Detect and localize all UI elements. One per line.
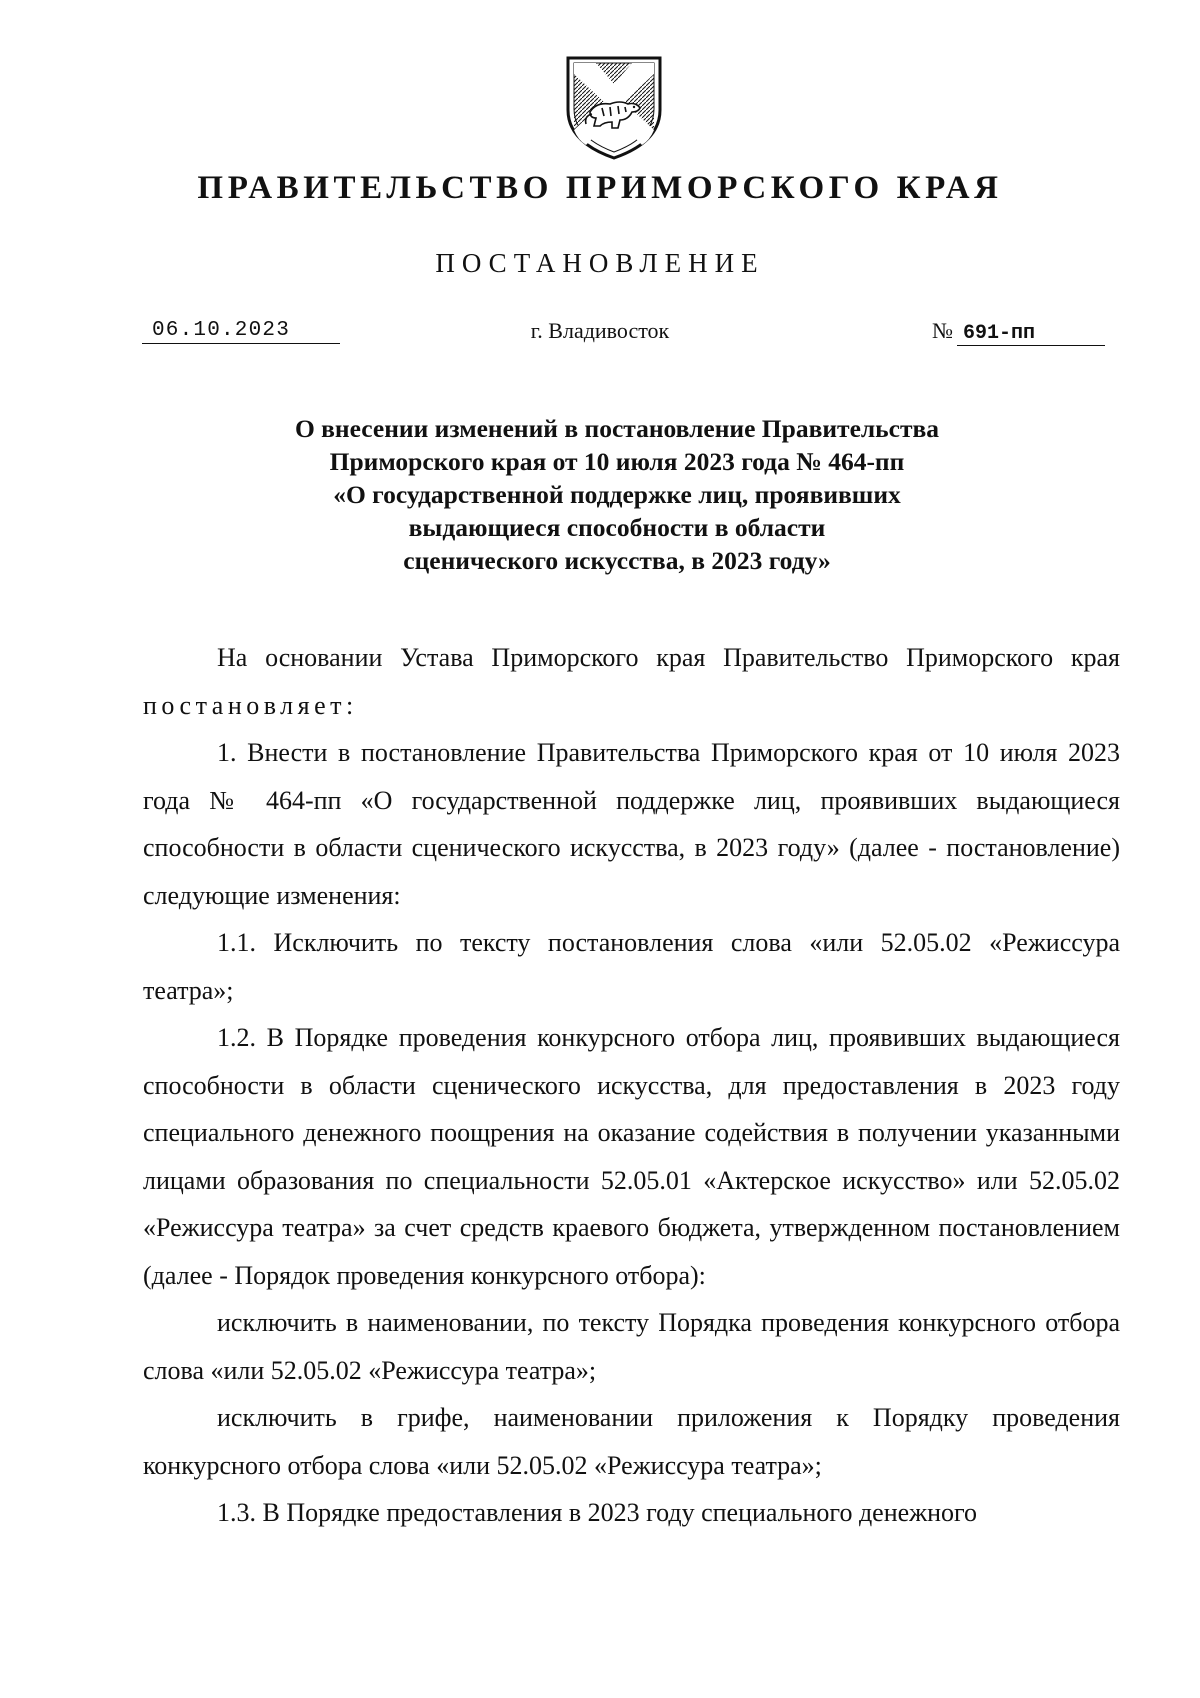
heading-line: О внесении изменений в постановление Правительства	[294, 414, 940, 443]
government-title: ПРАВИТЕЛЬСТВО ПРИМОРСКОГО КРАЯ	[197, 170, 1003, 206]
preamble-paragraph	[143, 634, 1120, 729]
document-number-block	[932, 318, 1112, 346]
paragraph-1-2: 1.2. В Порядке проведения конкурсного отбора лиц, проявивших выдающиеся способности в области сценического искусства, для предоставления в 2023 году специального денежного поощрения на оказание содействия в получении указанными лицами образования по специальности 52.05.01 «Актерское искусство» или 52.05.02 «Режиссура театра» за счет средств краевого бюджета, утвержденном постановлением (далее - Порядок проведения конкурсного отбора):	[143, 1023, 1120, 1290]
preamble-resolves: постановляет:	[143, 690, 358, 720]
number-sign: №	[932, 318, 953, 343]
paragraph-1-2-b: исключить в грифе, наименовании приложения к Порядку проведения конкурсного отбора слова «или 52.05.02 «Режиссура театра»;	[143, 1403, 1120, 1480]
paragraph-1-2-a: исключить в наименовании, по тексту Порядка проведения конкурсного отбора слова «или 52.05.02 «Режиссура театра»;	[143, 1308, 1120, 1385]
document-body	[143, 634, 1120, 1537]
document-city: г. Владивосток	[530, 318, 670, 343]
paragraph-1: 1. Внести в постановление Правительства Приморского края от 10 июля 2023 года № 464-пп «О государственной поддержке лиц, проявивших выдающиеся способности в области сценического искусства, в 2023 году» (далее - постановление) следующие изменения:	[143, 738, 1120, 910]
heading-line: выдающиеся способности в области	[408, 513, 826, 542]
document-type: ПОСТАНОВЛЕНИЕ	[435, 248, 765, 278]
document-number: 691-пп	[957, 322, 1105, 346]
document-date: 06.10.2023	[142, 319, 340, 344]
document-heading	[150, 412, 1084, 577]
heading-line: сценического искусства, в 2023 году»	[403, 546, 831, 575]
heading-line: «О государственной поддержке лиц, проявивших	[333, 480, 901, 509]
preamble-text: На основании Устава Приморского края Правительство Приморского края	[217, 643, 1120, 672]
paragraph-1-3: 1.3. В Порядке предоставления в 2023 году специального денежного	[217, 1498, 978, 1527]
paragraph-1-1: 1.1. Исключить по тексту постановления слова «или 52.05.02 «Режиссура театра»;	[143, 928, 1120, 1005]
heading-line: Приморского края от 10 июля 2023 года № 464-пп	[329, 447, 905, 476]
primorsky-krai-coat-of-arms-icon	[562, 54, 666, 162]
